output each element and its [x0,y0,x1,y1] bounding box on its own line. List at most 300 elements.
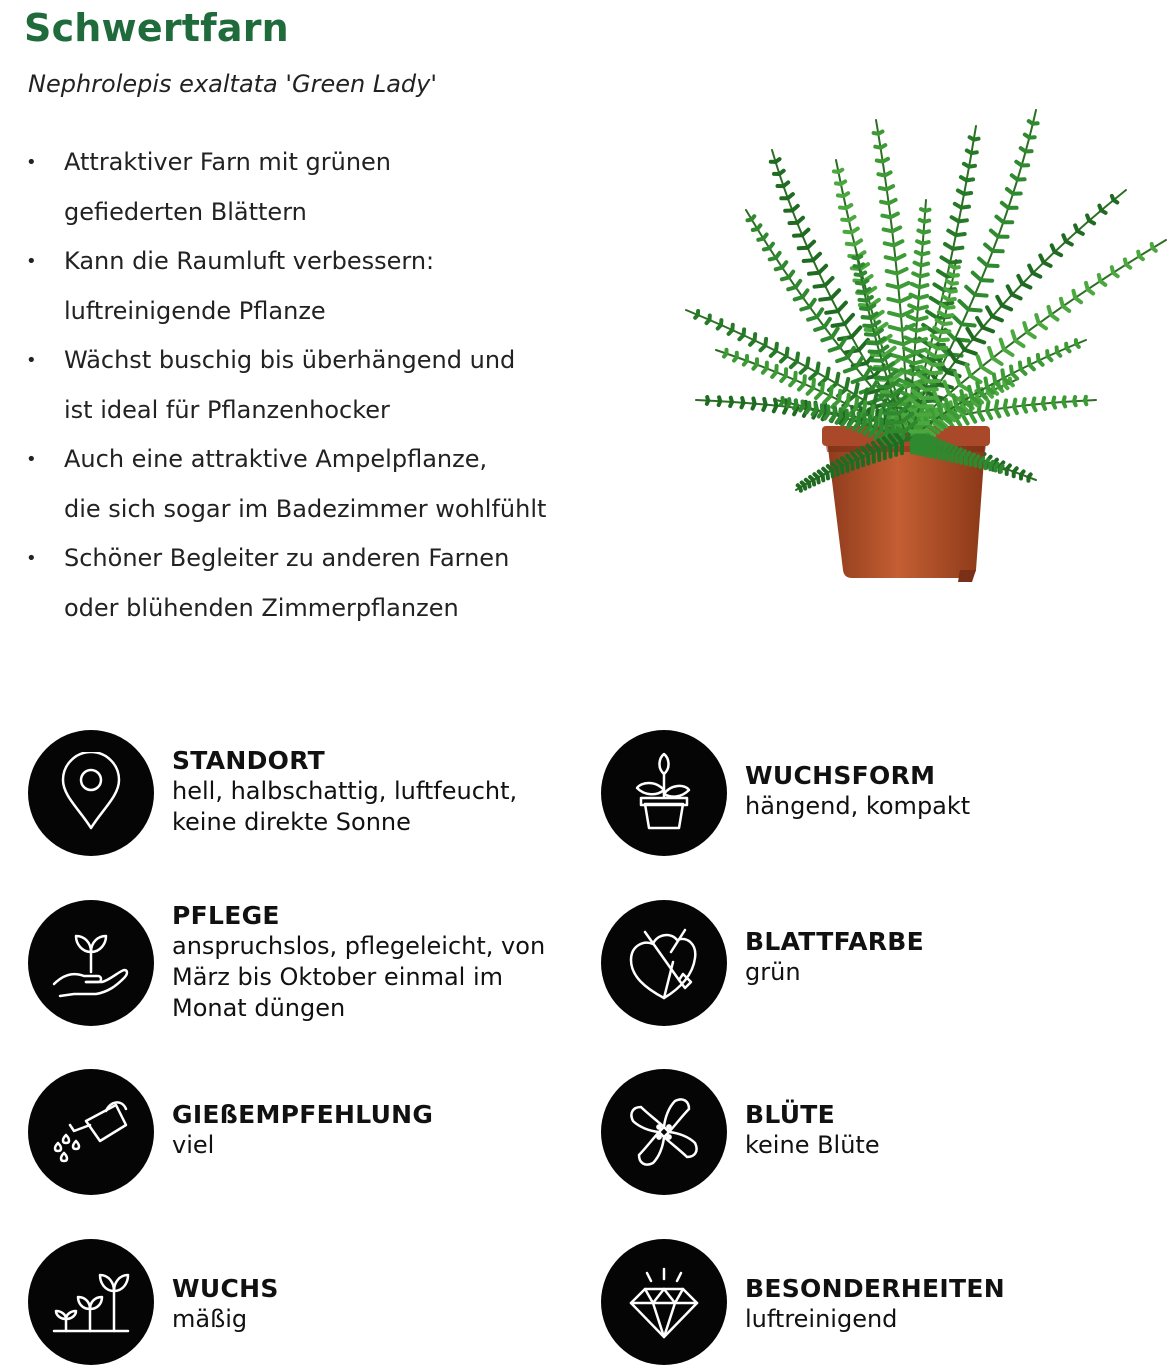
fern-leaflet [994,374,995,382]
fern-leaflet [734,357,737,360]
attribute-value: hängend, kompakt [745,791,1145,822]
fern-leaflet [1040,255,1043,262]
fern-leaflet [880,188,887,189]
fern-leaflet [838,195,844,196]
attribute-wuchsform [601,730,1141,860]
fern-leaflet [1073,291,1075,298]
fern-leaflet [1029,121,1033,124]
fern-leaflet [996,217,1003,223]
fern-leaflet [904,348,915,353]
fern-leaflet [822,337,832,340]
fern-leaflet [1029,266,1033,274]
fern-frond [908,190,1126,430]
fern-leaflet [1112,196,1114,200]
attribute-value: mäßig [172,1304,572,1335]
attribute-icon-badge [601,1069,727,1195]
fern-leaflet [979,259,987,266]
fern-leaflet [952,315,961,324]
feature-item [24,336,584,435]
fern-leaflet [830,347,840,350]
fern-leaflet [847,464,848,471]
growth-plants-icon [50,1261,132,1343]
fern-leaflet [1001,340,1004,350]
fern-leaflet [813,480,814,485]
attribute-label: BESONDERHEITEN [745,1274,1145,1304]
fern-leaflet [959,301,968,310]
fern-leaflet [800,406,803,410]
fern-leaflet [995,464,997,467]
fern-leaflet [788,287,796,289]
fern-leaflet [977,383,979,392]
fern-leaflet [842,220,849,221]
fern-leaflet [847,244,855,245]
fern-leaflet [1002,370,1003,378]
fern-leaflet [1063,235,1066,241]
fern-leaflet [770,258,776,260]
fern-leaflet [823,475,824,480]
fern-leaflet [946,400,949,411]
fern-leaflet [1002,203,1009,208]
attribute-value: viel [172,1130,572,1161]
fern-leaflet [947,281,952,284]
fern-leaflet [973,273,981,281]
fern-leaflet [782,277,789,279]
fern-leaflet [833,324,845,326]
attribute-label: PFLEGE [172,901,572,931]
attribute-value: grün [745,957,1145,988]
fern-leaflet [1005,400,1007,408]
fern-leaflet [774,406,777,412]
fern-leaflet [707,320,710,323]
fern-leaflet [952,217,959,221]
fern-leaflet [856,275,861,276]
fern-leaflet [800,488,801,491]
fern-leaflet [799,384,804,390]
feature-item [24,435,584,534]
attribute-value: keine Blüte [745,1130,1145,1161]
fern-leaflet [945,244,953,249]
attribute-standort [28,730,568,860]
fern-leaflet [730,402,732,406]
fern-leaflet [878,174,884,175]
fern-leaflet [1029,359,1030,365]
feature-line: ist ideal für Pflanzenhocker [64,396,390,424]
fern-leaflet [1049,307,1051,315]
fern-leaflet [788,403,790,406]
fern-leaflet [1125,259,1126,264]
fern-leaflet [977,318,983,328]
fern-leaflet [864,326,872,327]
fern-leaflet [991,231,998,237]
hand-sprout-icon [50,922,132,1004]
fern-leaflet [1138,252,1139,257]
fern-leaflet [858,291,864,292]
fern-leaflet [1020,363,1021,370]
fern-leaflet [834,171,839,172]
fern-leaflet [971,455,974,460]
fern-leaflet [966,287,975,295]
fern-leaflet [885,243,894,245]
attribute-value: März bis Oktober einmal im [172,962,572,993]
fern-leaflet [990,462,992,465]
fern-leaflet [955,204,962,208]
fern-leaflet [967,329,973,339]
fern-leaflet [761,346,766,351]
attribute-icon-badge [28,1239,154,1365]
fern-leaflet [966,365,970,376]
fern-leaflet [857,459,858,467]
fern-leaflet [939,404,942,415]
fern-leaflet [853,378,865,382]
attribute-pflege [28,900,568,1040]
fern-leaflet [758,239,763,240]
fern-leaflet [1023,399,1024,406]
fern-leaflet [942,257,951,262]
fern-leaflet [753,365,757,369]
fern-leaflet [1074,397,1075,401]
fern-leaflet [954,395,956,405]
fern-leaflet [949,274,953,276]
fern-leaflet [815,286,826,287]
fern-leaflet [997,297,1002,306]
fern-leaflet [1152,244,1153,248]
bullet-marker: • [26,138,37,188]
fern-leaflet [980,458,983,462]
fern-leaflet [1018,276,1022,284]
bullet-marker: • [26,534,37,584]
fern-leaflet [958,191,964,195]
fern-leaflet [739,335,743,339]
bullet-marker: • [26,237,37,287]
botanical-name: Nephrolepis exaltata 'Green Lady' [28,70,437,98]
fern-leaflet [890,341,903,345]
fern-leaflet [870,352,880,353]
fern-leaflet [857,283,863,284]
fern-leaflet [875,147,880,148]
fern-leaflet [1028,474,1030,477]
fern-leaflet [827,473,828,479]
fern-leaflet [1043,398,1044,404]
attribute-value: hell, halbschattig, luftfeucht, [172,776,572,807]
attribute-label: BLÜTE [745,1100,1145,1130]
fern-leaflet [907,327,917,331]
bullet-marker: • [26,435,37,485]
fern-leaflet [938,271,947,277]
fern-leaflet [854,266,859,267]
fern-leaflet [989,348,993,358]
fern-leaflet [748,220,752,221]
fern-leaflet [810,373,817,379]
fern-leaflet [771,351,776,356]
fern-leaflet [795,297,803,299]
fern-leaflet [1075,225,1077,231]
fern-leaflet [707,401,708,404]
fern-leaflet [742,403,744,408]
fern-leaflet [820,298,831,299]
fern-leaflet [824,396,830,402]
fern-leaflet [969,387,971,396]
fern-leaflet [886,257,896,259]
fern-leaflet [881,202,889,204]
attribute-value: anspruchslos, pflegeleicht, von [172,931,572,962]
fern-leaflet [1063,397,1064,402]
feature-line: luftreinigende Pflanze [64,297,326,325]
fern-leaflet [889,313,901,316]
fern-leaflet [801,367,807,373]
fern-leaflet [1012,331,1015,340]
fern-leaflet [791,362,797,368]
fern-leaflet [937,320,944,324]
fern-leaflet [890,327,903,330]
fern-plant-image [676,100,1170,586]
feature-list [24,138,584,633]
fern-leaflet [948,231,956,236]
fern-leaflet [961,177,967,180]
fern-leaflet [808,388,814,394]
feature-line: Attraktiver Farn mit grünen [64,148,391,176]
fern-leaflet [978,356,982,367]
fern-leaflet [819,411,823,416]
fern-leaflet [1011,367,1012,374]
fern-leaflet [1021,471,1024,474]
fern-leaflet [915,263,922,266]
fern-leaflet [750,340,754,345]
fern-leaflet [837,357,848,361]
fern-leaflet [1014,468,1017,472]
fern-leaflet [840,208,846,209]
fern-leaflet [1061,299,1063,307]
fern-leaflet [874,369,885,370]
fern-leaflet [882,392,896,393]
fern-leaflet [1007,465,1010,469]
fern-leaflet [813,410,816,415]
fern-leaflet [887,271,897,274]
fern-leaflet [772,372,776,377]
feature-line: Wächst buschig bis überhängend und [64,346,515,374]
fern-leaflet [877,161,883,162]
fern-leaflet [1112,267,1113,273]
feature-line: Kann die Raumluft verbessern: [64,247,434,275]
fern-leaflet [1008,286,1012,294]
attribute-wuchs [28,1239,568,1369]
attribute-bluete [601,1069,1141,1199]
fern-leaflet [987,402,989,411]
fern-leaflet [943,297,948,300]
flower-icon [623,1091,705,1173]
fern-leaflet [753,229,758,230]
page-title: Schwertfarn [24,6,289,50]
potted-plant-icon [623,752,705,834]
fern-leaflet [781,376,786,381]
fern-leaflet [961,391,963,401]
fern-leaflet [888,285,899,288]
fern-leaflet [832,400,839,407]
fern-leaflet [975,456,978,460]
fern-leaflet [874,133,879,134]
feature-line: gefiederten Blättern [64,198,307,226]
attribute-value: luftreinigend [745,1304,1145,1335]
fern-leaflet [917,241,923,243]
fern-leaflet [863,457,864,466]
fern-leaflet [1016,162,1021,166]
feature-item [24,138,584,237]
fern-leaflet [1086,283,1088,290]
fern-leaflet [939,312,945,316]
fern-leaflet [920,220,925,222]
fern-leaflet [944,382,949,394]
fern-leaflet [1038,355,1039,361]
fern-leaflet [872,360,882,361]
fern-leaflet [913,273,920,276]
fern-leaflet [970,137,974,139]
fern-leaflet [993,385,994,390]
attribute-label: WUCHSFORM [745,761,1145,791]
location-pin-icon [50,752,132,834]
fern-leaflet [861,308,868,309]
fern-leaflet [794,405,797,409]
fern-leaflet [744,361,747,365]
fern-leaflet [916,252,922,255]
fern-leaflet [860,305,870,306]
fern-leaflet [815,327,824,330]
attribute-value: keine direkte Sonne [172,807,572,838]
feature-item [24,237,584,336]
fern-leaflet [1012,175,1018,179]
fern-leaflet [837,468,838,474]
fern-leaflet [781,402,783,405]
fern-leaflet [781,356,787,361]
fern-leaflet [996,401,998,409]
fern-leaflet [888,299,899,302]
fern-leaflet [987,307,992,316]
fern-leaflet [884,229,893,231]
fern-leaflet [908,316,917,320]
fern-leaflet [1007,189,1013,194]
fern-leaflet [964,164,969,167]
fern-leaflet [790,380,795,385]
fern-leaflet [1036,315,1039,323]
fern-leaflet [809,273,819,274]
fern-leaflet [860,300,867,301]
attribute-label: BLATTFARBE [745,927,1145,957]
diamond-icon [623,1261,705,1343]
fern-leaflet [853,258,857,259]
feature-item [24,534,584,633]
attribute-label: GIEßEMPFEHLUNG [172,1100,572,1130]
fern-leaflet [718,325,721,329]
fern-leaflet [794,235,802,236]
fern-leaflet [921,209,925,211]
attribute-label: WUCHS [172,1274,572,1304]
fern-leaflet [866,334,875,335]
fern-leaflet [985,245,993,252]
fern-leaflet [868,343,877,344]
fern-leaflet [729,330,733,334]
fern-leaflet [852,461,853,469]
fern-leaflet [816,392,822,398]
attribute-icon-badge [601,730,727,856]
fern-leaflet [909,305,918,309]
fern-leaflet [967,151,972,154]
fern-leaflet [863,317,871,318]
attribute-icon-badge [28,900,154,1026]
fern-leaflet [945,289,950,292]
fern-leaflet [836,183,841,184]
fern-leaflet [1099,206,1101,211]
fern-leaflet [776,268,783,270]
fern-leaflet [918,231,923,233]
fern-leaflet [763,405,765,410]
fern-leaflet [951,266,955,268]
attribute-label: STANDORT [172,746,572,776]
fern-leaflet [832,470,833,476]
fern-leaflet [764,248,770,249]
fern-leaflet [826,311,838,313]
fern-leaflet [845,232,852,233]
attribute-value: Monat düngen [172,993,572,1024]
fern-leaflet [1024,323,1027,332]
attribute-giessempfehlung [28,1069,568,1199]
fern-leaflet [801,307,809,310]
fern-leaflet [724,354,727,357]
fern-leaflet [1085,397,1086,401]
attribute-icon-badge [601,1239,727,1365]
feature-line: die sich sogar im Badezimmer wohlfühlt [64,495,546,523]
fern-leaflet [818,478,819,483]
fern-leaflet [753,404,755,409]
fern-leaflet [882,216,890,218]
fern-leaflet [985,460,988,464]
fern-leaflet [805,485,806,489]
fern-leaflet [934,284,944,290]
fern-leaflet [842,466,843,473]
fern-leaflet [1087,215,1089,220]
fern-leaflet [931,298,941,304]
fern-leaflet [1014,400,1016,407]
fern-leaflet [809,483,810,487]
attribute-icon-badge [28,1069,154,1195]
fern-leaflet [866,330,878,331]
fern-leaflet [1099,275,1101,281]
attribute-icon-badge [28,730,154,856]
bullet-marker: • [26,336,37,386]
feature-line: Schöner Begleiter zu anderen Farnen [64,544,509,572]
fern-leaflet [845,368,856,372]
fern-leaflet [1025,135,1030,138]
attribute-icon-badge [601,900,727,1026]
fern-leaflet [1033,399,1035,405]
fern-leaflet [799,248,808,249]
watering-can-icon [50,1091,132,1173]
fern-leaflet [1001,466,1003,469]
fern-leaflet [804,260,813,261]
fern-leaflet [872,355,885,356]
fern-leaflet [695,315,698,318]
fern-leaflet [1053,398,1054,403]
leaf-brush-icon [623,922,705,1004]
fern-leaflet [719,401,721,405]
fern-leaflet [1047,351,1048,356]
attribute-besonderheiten [601,1239,1141,1369]
feature-line: Auch eine attraktive Ampelpflanze, [64,445,487,473]
fern-leaflet [807,408,810,413]
fern-leaflet [808,317,817,320]
fern-leaflet [1052,245,1055,252]
fern-leaflet [912,284,920,287]
feature-line: oder blühenden Zimmerpflanzen [64,594,459,622]
fern-leaflet [986,379,988,388]
fern-leaflet [763,368,767,372]
